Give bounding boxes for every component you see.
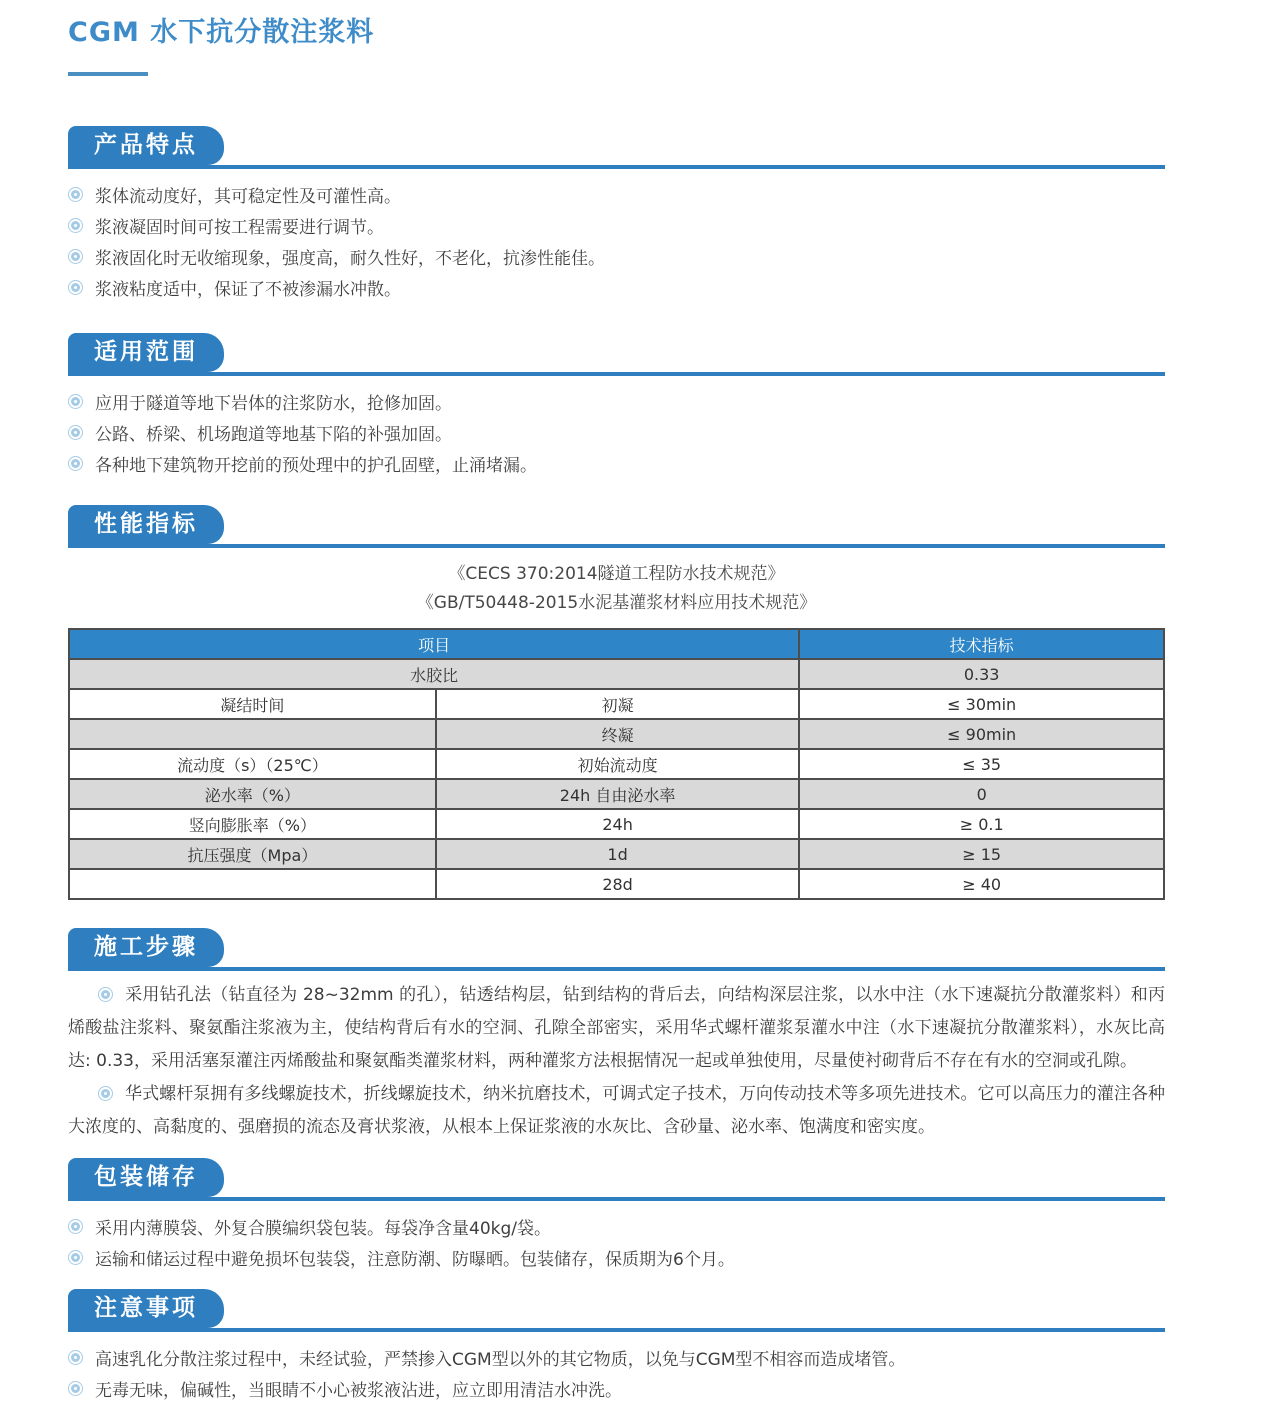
title-underline <box>68 72 148 76</box>
table-row <box>69 689 1164 719</box>
table-cell-item <box>69 869 436 899</box>
section-heading-notes: 注意事项 <box>94 1295 198 1321</box>
list-item <box>68 417 1165 448</box>
bullet-text: 高速乳化分散注浆过程中，未经试验，严禁掺入CGM型以外的其它物质，以免与CGM型不相容而造成堵管。 <box>95 1350 906 1370</box>
section-heading-packaging: 包装储存 <box>94 1164 198 1190</box>
ring-bullet-icon <box>68 280 83 295</box>
section-features <box>68 126 1165 303</box>
notes-list <box>68 1342 1165 1404</box>
section-badge <box>68 126 224 165</box>
bullet-text: 浆液固化时无收缩现象，强度高，耐久性好，不老化，抗渗性能佳。 <box>95 249 605 269</box>
ring-bullet-icon <box>68 249 83 264</box>
standards-references <box>68 560 1165 618</box>
table-cell-value: 0.33 <box>799 659 1164 689</box>
bullet-text: 各种地下建筑物开挖前的预处理中的护孔固壁，止涌堵漏。 <box>95 456 537 476</box>
section-performance <box>68 505 1165 900</box>
section-header-rule <box>68 505 1165 548</box>
bullet-text: 浆液粘度适中，保证了不被渗漏水冲散。 <box>95 280 401 300</box>
table-cell-sub: 初始流动度 <box>436 749 800 779</box>
table-cell-value: ≥ 15 <box>799 839 1164 869</box>
ring-bullet-icon <box>68 1250 83 1265</box>
standard-reference: 《CECS 370:2014隧道工程防水技术规范》 <box>448 564 785 584</box>
section-packaging <box>68 1158 1165 1273</box>
list-item <box>68 1373 1165 1404</box>
ring-bullet-icon <box>98 987 113 1002</box>
list-item <box>68 386 1165 417</box>
table-cell-sub: 初凝 <box>436 689 800 719</box>
table-cell-value: ≥ 0.1 <box>799 809 1164 839</box>
section-header-rule <box>68 333 1165 376</box>
table-cell-item: 流动度（s）（25℃） <box>69 749 436 779</box>
list-item <box>68 448 1165 479</box>
table-cell-item: 泌水率（%） <box>69 779 436 809</box>
scope-list <box>68 386 1165 479</box>
ring-bullet-icon <box>68 1350 83 1365</box>
table-cell-value: ≤ 90min <box>799 719 1164 749</box>
list-item <box>68 179 1165 210</box>
ring-bullet-icon <box>68 394 83 409</box>
bullet-text: 公路、桥梁、机场跑道等地基下陷的补强加固。 <box>95 425 452 445</box>
table-cell-value: ≤ 35 <box>799 749 1164 779</box>
ring-bullet-icon <box>68 1219 83 1234</box>
table-header-item: 项目 <box>69 629 799 659</box>
list-item <box>68 241 1165 272</box>
table-cell-value: ≤ 30min <box>799 689 1164 719</box>
table-row <box>69 719 1164 749</box>
standard-reference: 《GB/T50448-2015水泥基灌浆材料应用技术规范》 <box>416 593 817 613</box>
table-row <box>69 779 1164 809</box>
ring-bullet-icon <box>98 1086 113 1101</box>
paragraph <box>68 979 1165 1078</box>
table-cell-item: 凝结时间 <box>69 689 436 719</box>
bullet-text: 浆液凝固时间可按工程需要进行调节。 <box>95 218 384 238</box>
list-item <box>68 1242 1165 1273</box>
bullet-text: 运输和储运过程中避免损坏包装袋，注意防潮、防曝晒。包装储存，保质期为6个月。 <box>95 1250 735 1270</box>
section-badge <box>68 333 224 372</box>
bullet-text: 无毒无味，偏碱性，当眼睛不小心被浆液沾进，应立即用清洁水冲洗。 <box>95 1381 622 1401</box>
section-header-rule <box>68 1158 1165 1201</box>
bullet-text: 浆体流动度好，其可稳定性及可灌性高。 <box>95 187 401 207</box>
table-row <box>69 839 1164 869</box>
list-item <box>68 1342 1165 1373</box>
table-header-index: 技术指标 <box>799 629 1164 659</box>
ring-bullet-icon <box>68 1381 83 1396</box>
table-cell-item: 竖向膨胀率（%） <box>69 809 436 839</box>
table-cell-value: 0 <box>799 779 1164 809</box>
section-header-rule <box>68 126 1165 169</box>
table-cell-item <box>69 719 436 749</box>
bullet-text: 应用于隧道等地下岩体的注浆防水，抢修加固。 <box>95 394 452 414</box>
section-header-rule <box>68 1289 1165 1332</box>
section-heading-scope: 适用范围 <box>94 339 198 365</box>
section-badge <box>68 1158 224 1197</box>
section-scope <box>68 333 1165 479</box>
table-cell-sub: 28d <box>436 869 800 899</box>
table-cell-sub: 1d <box>436 839 800 869</box>
bullet-text: 采用内薄膜袋、外复合膜编织袋包装。每袋净含量40kg/袋。 <box>95 1219 551 1239</box>
table-cell-sub: 终凝 <box>436 719 800 749</box>
page-title: CGM 水下抗分散注浆料 <box>68 17 375 48</box>
section-notes <box>68 1289 1165 1404</box>
table-row <box>69 809 1164 839</box>
table-cell-item: 水胶比 <box>69 659 799 689</box>
table-cell-sub: 24h <box>436 809 800 839</box>
ring-bullet-icon <box>68 425 83 440</box>
table-cell-sub: 24h 自由泌水率 <box>436 779 800 809</box>
section-heading-steps: 施工步骤 <box>94 934 198 960</box>
paragraph <box>68 1078 1165 1144</box>
table-cell-item: 抗压强度（Mpa） <box>69 839 436 869</box>
section-badge <box>68 928 224 967</box>
section-steps <box>68 928 1165 1144</box>
features-list <box>68 179 1165 303</box>
table-header-row <box>69 629 1164 659</box>
packaging-list <box>68 1211 1165 1273</box>
table-row <box>69 749 1164 779</box>
section-heading-features: 产品特点 <box>94 132 198 158</box>
ring-bullet-icon <box>68 456 83 471</box>
steps-body <box>68 979 1165 1144</box>
list-item <box>68 1211 1165 1242</box>
section-header-rule <box>68 928 1165 971</box>
ring-bullet-icon <box>68 187 83 202</box>
table-row <box>69 869 1164 899</box>
performance-table <box>68 628 1165 900</box>
list-item <box>68 210 1165 241</box>
section-badge <box>68 505 224 544</box>
table-row <box>69 659 1164 689</box>
ring-bullet-icon <box>68 218 83 233</box>
section-heading-performance: 性能指标 <box>94 511 198 537</box>
paragraph-text: 采用钻孔法（钻直径为 28~32mm 的孔），钻透结构层，钻到结构的背后去，向结构深层注浆，以水中注（水下速凝抗分散灌浆料）和丙烯酸盐注浆料、聚氨酯注浆液为主，使结构背后有水的空洞、孔隙全部密实，采用华式螺杆灌浆泵灌水中注（水下速凝抗分散灌浆料），水灰比高达: 0.33，采用活塞泵灌注丙烯酸盐和聚氨酯类灌浆材料，两种灌浆方法根据情况一起或单独使用，尽量使衬砌背后不存在有水的空洞或孔隙。 <box>68 985 1165 1071</box>
table-cell-value: ≥ 40 <box>799 869 1164 899</box>
list-item <box>68 272 1165 303</box>
paragraph-text: 华式螺杆泵拥有多线螺旋技术，折线螺旋技术，纳米抗磨技术，可调式定子技术，万向传动技术等多项先进技术。它可以高压力的灌注各种大浓度的、高黏度的、强磨损的流态及膏状浆液，从根本上保证浆液的水灰比、含砂量、泌水率、饱满度和密实度。 <box>68 1084 1165 1137</box>
section-badge <box>68 1289 224 1328</box>
